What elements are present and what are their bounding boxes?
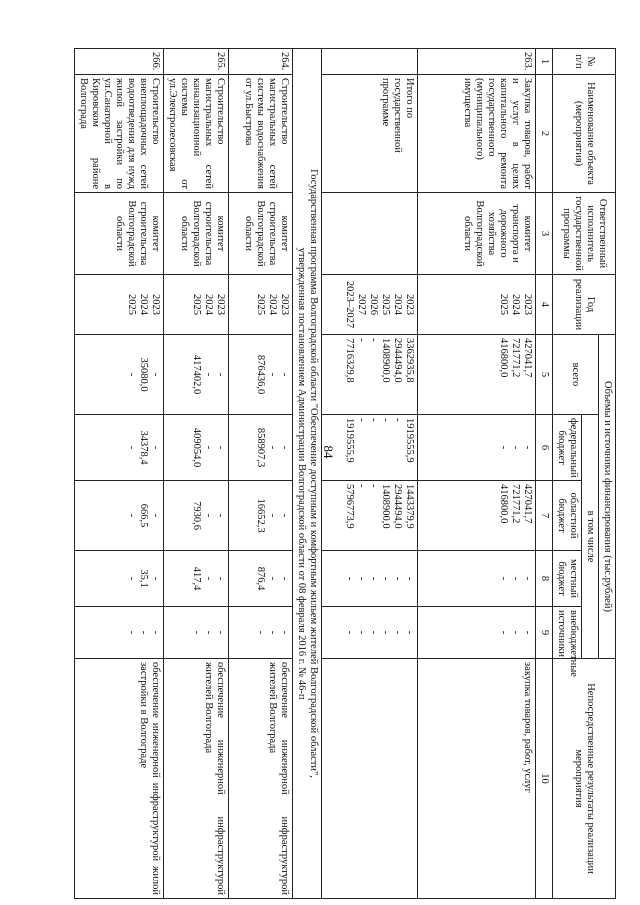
value: - — [356, 418, 367, 422]
col-num: 6 — [536, 415, 553, 481]
rotated-table-container — [78, 48, 616, 898]
header-result: Непосредственные результаты реализации мероприятия — [553, 659, 616, 899]
row-loc — [164, 551, 229, 607]
row-fed — [229, 415, 293, 481]
row-nonbud — [229, 607, 293, 659]
year: 2024 — [138, 294, 149, 315]
value: 666,5 — [138, 503, 149, 528]
row-total — [418, 335, 536, 415]
year: 2023–2027 — [344, 280, 355, 329]
program-title: Государственная программа Волгоградской области "Обеспечение доступным и комфортным жильем жителей Волгоградской области", — [308, 169, 319, 778]
value: - — [368, 338, 379, 342]
year: 2025 — [255, 294, 266, 315]
value: - — [279, 445, 290, 450]
total-no — [322, 49, 418, 75]
table-row — [229, 49, 293, 899]
row-total — [229, 335, 293, 415]
value: - — [392, 418, 403, 422]
year: 2024 — [510, 294, 521, 315]
value: - — [279, 513, 290, 518]
row-nonbud — [164, 607, 229, 659]
value: - — [522, 445, 533, 450]
value: - — [215, 445, 226, 450]
value: 417402,0 — [191, 354, 202, 395]
value: - — [404, 576, 415, 581]
total-reg — [322, 481, 418, 551]
value: - — [279, 372, 290, 377]
year: 2027 — [356, 294, 367, 315]
value: 409054,0 — [191, 427, 202, 468]
col-num: 4 — [536, 275, 553, 335]
value: - — [356, 484, 367, 488]
row-exec: комитет строительства Волгоградской области — [229, 193, 293, 275]
value: - — [215, 630, 226, 635]
value: - — [368, 484, 379, 488]
row-reg — [418, 481, 536, 551]
row-nonbud — [75, 607, 164, 659]
year: 2025 — [380, 294, 391, 315]
value: 427041,7 — [522, 338, 533, 378]
value: - — [279, 576, 290, 581]
value: 1408900,0 — [380, 484, 391, 529]
total-row — [322, 49, 418, 899]
value: - — [150, 445, 161, 450]
value: 3362935,8 — [404, 338, 415, 383]
year: 2025 — [498, 294, 509, 315]
value: - — [203, 445, 214, 450]
value: 721771,2 — [510, 338, 521, 378]
value: 416800,0 — [498, 484, 509, 524]
col-num: 10 — [536, 659, 553, 899]
value: 35,1 — [138, 569, 149, 588]
row-no: 264. — [229, 49, 293, 75]
row-name: Строительство внеплощадочных сетей водоотведения для нужд жилой застройки по ул.Санаторной в Кировском районе Волгограда — [75, 75, 164, 193]
value: 427041,7 — [522, 484, 533, 524]
value: - — [126, 513, 137, 518]
value: - — [380, 630, 391, 635]
value: - — [498, 576, 509, 581]
value: - — [267, 513, 278, 518]
row-name: Закупка товаров, работ и услуг в целях капитального ремонта государственного (муниципального) имущества — [418, 75, 536, 193]
row-nonbud — [418, 607, 536, 659]
row-years — [418, 275, 536, 335]
row-loc — [418, 551, 536, 607]
value: - — [344, 630, 355, 635]
year: 2024 — [267, 294, 278, 315]
value: - — [368, 630, 379, 635]
value: - — [344, 576, 355, 581]
value: 35080,0 — [138, 357, 149, 392]
header-including: в том числе — [582, 415, 599, 659]
value: 876,4 — [255, 566, 266, 591]
value: - — [356, 338, 367, 342]
value: 1408900,0 — [380, 338, 391, 383]
col-num: 1 — [536, 49, 553, 75]
value: 2944494,0 — [392, 484, 403, 529]
value: - — [138, 630, 149, 635]
value: - — [126, 445, 137, 450]
row-total — [164, 335, 229, 415]
table-row — [75, 49, 164, 899]
row-result: закупка товаров, работ, услуг — [418, 659, 536, 899]
col-num: 9 — [536, 607, 553, 659]
value: 417,4 — [191, 566, 202, 591]
value: - — [215, 372, 226, 377]
total-fed — [322, 415, 418, 481]
row-years — [229, 275, 293, 335]
value: 5796773,9 — [344, 484, 355, 529]
value: 721771,2 — [510, 484, 521, 524]
value: - — [368, 418, 379, 422]
row-result: обеспечение инженерной инфраструктурой жилой застройки в Волгограде — [75, 659, 164, 899]
year: 2026 — [368, 294, 379, 315]
year: 2023 — [522, 294, 533, 315]
value: 1919555,9 — [344, 418, 355, 463]
value: - — [203, 630, 214, 635]
value: - — [150, 372, 161, 377]
row-years — [164, 275, 229, 335]
header-total: всего — [553, 335, 599, 415]
value: - — [510, 576, 521, 581]
value: - — [356, 630, 367, 635]
value: - — [510, 630, 521, 635]
value: - — [203, 576, 214, 581]
row-exec: комитет транспорта и дорожного хозяйства Волгоградской области — [418, 193, 536, 275]
value: - — [191, 630, 202, 635]
header-nonbud: внебюджетные источники — [553, 607, 582, 659]
value: - — [380, 418, 391, 422]
row-exec: комитет строительства Волгоградской области — [164, 193, 229, 275]
value: - — [126, 630, 137, 635]
value: - — [150, 630, 161, 635]
value: - — [126, 372, 137, 377]
row-no: 263. — [418, 49, 536, 75]
total-exec — [322, 193, 418, 275]
value: - — [267, 372, 278, 377]
year: 2023 — [150, 294, 161, 315]
table-row — [418, 49, 536, 899]
header-year: Год реализации — [553, 275, 616, 335]
value: 2944494,0 — [392, 338, 403, 383]
total-loc — [322, 551, 418, 607]
value: - — [150, 513, 161, 518]
value: - — [279, 630, 290, 635]
header-no: № п/п — [553, 49, 616, 75]
total-years — [322, 275, 418, 335]
value: - — [267, 576, 278, 581]
col-num: 8 — [536, 551, 553, 607]
value: - — [392, 630, 403, 635]
value: 858907,3 — [255, 427, 266, 468]
value: - — [522, 576, 533, 581]
row-no: 266. — [75, 49, 164, 75]
value: - — [404, 630, 415, 635]
program-subtitle: утвержденная постановлением Администрации Волгоградской области от 08 февраля 2016 г. № 46-п — [296, 247, 307, 700]
value: - — [203, 513, 214, 518]
header-exec: Ответственный исполнитель государственной программы — [553, 193, 616, 275]
year: 2024 — [203, 294, 214, 315]
value: - — [267, 445, 278, 450]
value: - — [356, 576, 367, 581]
year: 2023 — [279, 294, 290, 315]
row-result: обеспечение инженерной инфраструктурой жителей Волгограда — [164, 659, 229, 899]
value: 416800,0 — [498, 338, 509, 378]
value: - — [510, 445, 521, 450]
row-reg — [229, 481, 293, 551]
value: - — [498, 630, 509, 635]
row-result: обеспечение инженерной инфраструктурой жителей Волгограда — [229, 659, 293, 899]
table-row — [164, 49, 229, 899]
value: - — [498, 445, 509, 450]
header-fed: федеральный бюджет — [553, 415, 582, 481]
row-reg — [164, 481, 229, 551]
value: - — [203, 372, 214, 377]
row-exec: комитет строительства Волгоградской области — [75, 193, 164, 275]
value: 7930,6 — [191, 501, 202, 530]
col-num: 5 — [536, 335, 553, 415]
value: - — [380, 576, 391, 581]
year: 2024 — [392, 294, 403, 315]
total-total — [322, 335, 418, 415]
value: - — [368, 576, 379, 581]
value: - — [392, 576, 403, 581]
year: 2023 — [404, 294, 415, 315]
header-volumes: Объемы и источники финансирования (тыс.рублей) — [599, 335, 616, 659]
value: - — [126, 576, 137, 581]
program-title-row — [293, 49, 322, 899]
value: - — [215, 576, 226, 581]
header-reg: областной бюджет — [553, 481, 582, 551]
year: 2025 — [191, 294, 202, 315]
row-no: 265. — [164, 49, 229, 75]
total-name: Итого по государственной программе — [322, 75, 418, 193]
col-num: 2 — [536, 75, 553, 193]
col-num: 7 — [536, 481, 553, 551]
row-name: Строительство магистральных сетей канализационной системы от ул.Электролесовская — [164, 75, 229, 193]
value: - — [215, 513, 226, 518]
row-fed — [418, 415, 536, 481]
year: 2025 — [126, 294, 137, 315]
value: 1919555,9 — [404, 418, 415, 463]
total-result — [322, 659, 418, 899]
year: 2023 — [215, 294, 226, 315]
value: 16652,3 — [255, 498, 266, 533]
row-reg — [75, 481, 164, 551]
value: 34378,4 — [138, 430, 149, 465]
total-nonbud — [322, 607, 418, 659]
row-name: Строительство магистральных сетей системы водоснабжения от ул.Быстрова — [229, 75, 293, 193]
row-loc — [229, 551, 293, 607]
value: 1443379,9 — [404, 484, 415, 529]
row-fed — [164, 415, 229, 481]
value: 876436,0 — [255, 354, 266, 395]
row-loc — [75, 551, 164, 607]
row-years — [75, 275, 164, 335]
row-fed — [75, 415, 164, 481]
header-loc: местный бюджет — [553, 551, 582, 607]
value: - — [150, 576, 161, 581]
value: - — [522, 630, 533, 635]
value: - — [267, 630, 278, 635]
header-name: Наименование объекта (мероприятия) — [553, 75, 616, 193]
row-total — [75, 335, 164, 415]
page-number: 84 — [321, 445, 336, 459]
value: 7716329,8 — [344, 338, 355, 383]
financing-table — [74, 48, 616, 899]
value: - — [255, 630, 266, 635]
col-num: 3 — [536, 193, 553, 275]
